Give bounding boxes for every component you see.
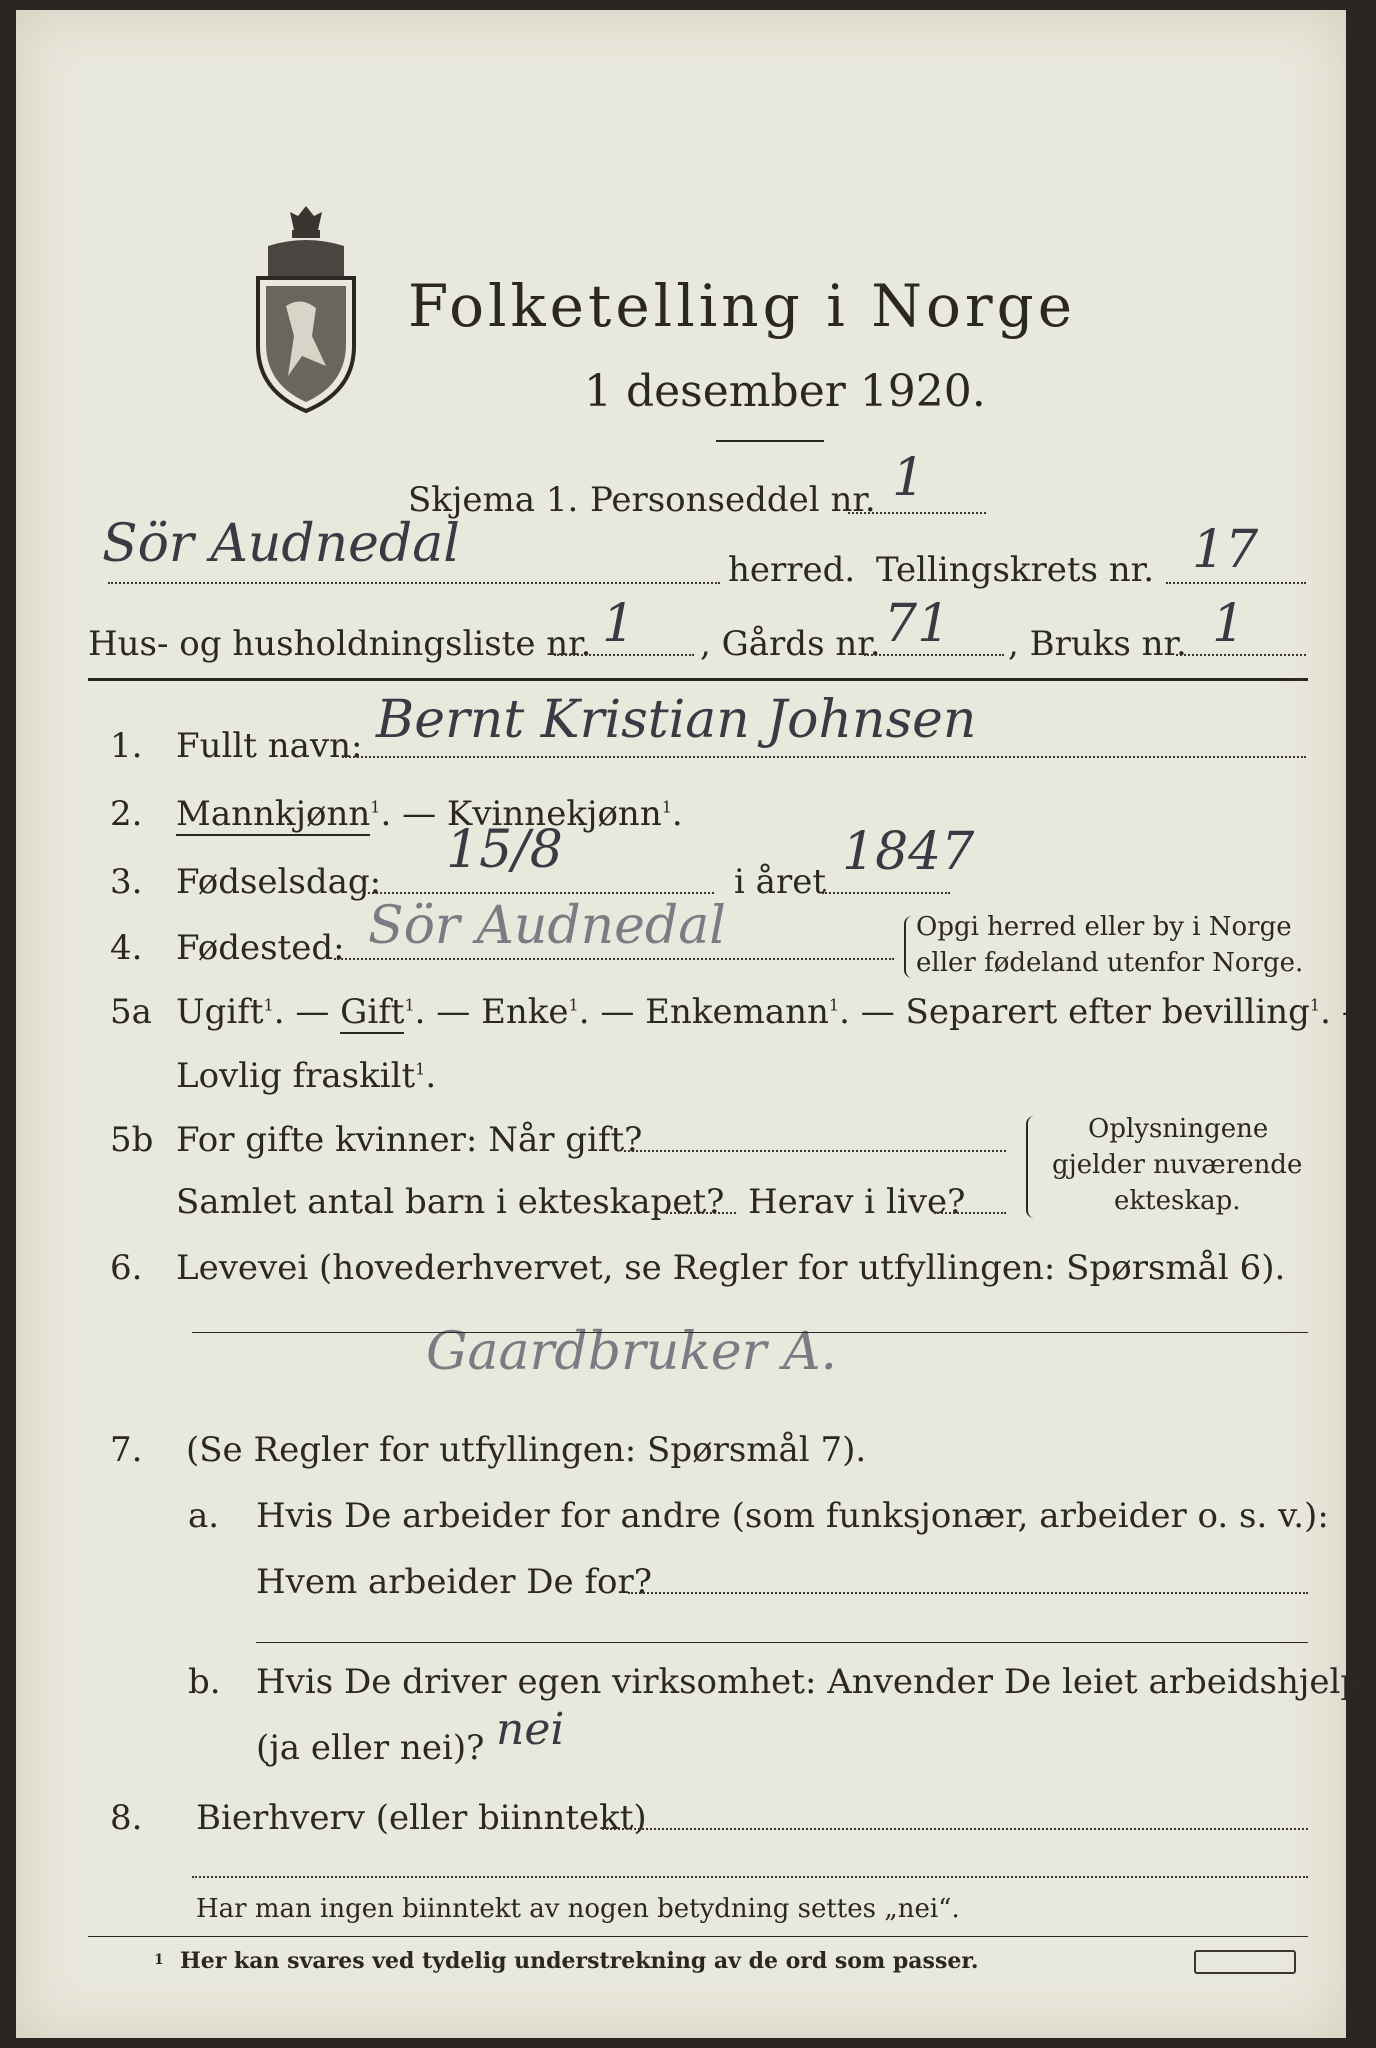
hired-help-value[interactable]: nei xyxy=(496,1704,565,1755)
q7b-question: (ja eller nei)? xyxy=(256,1728,485,1768)
q5b-note-line2: gjelder nuværende xyxy=(1052,1150,1303,1180)
q7a-question: Hvem arbeider De for? xyxy=(256,1562,652,1602)
q3-label: Fødselsdag: xyxy=(176,862,382,902)
q4-note-line1: Opgi herred eller by i Norge xyxy=(916,912,1292,942)
footer-divider xyxy=(88,1936,1308,1937)
q7b-text: Hvis De driver egen virksomhet: Anvender De leiet arbeidshjelp xyxy=(256,1662,1363,1702)
year-label: i året xyxy=(734,862,826,902)
census-date: 1 desember 1920. xyxy=(584,366,986,417)
married-date-field-line xyxy=(624,1150,1006,1152)
alive-field-line xyxy=(934,1212,1006,1214)
personseddel-value[interactable]: 1 xyxy=(892,448,926,508)
q5a-options-line2: Lovlig fraskilt$^1$. xyxy=(176,1056,437,1096)
footnote-ref: 1 xyxy=(568,995,579,1015)
birth-year-value[interactable]: 1847 xyxy=(842,822,975,882)
kvinnekjonn-option[interactable]: Kvinnekjønn xyxy=(446,794,662,834)
footnote-ref: 1 xyxy=(828,995,840,1015)
title-divider xyxy=(716,440,824,442)
herred-value[interactable]: Sör Audnedal xyxy=(102,514,460,574)
tellingskrets-value[interactable]: 17 xyxy=(1192,520,1259,580)
employer-field-line xyxy=(628,1592,1308,1594)
form-title: Folketelling i Norge xyxy=(408,272,1077,340)
footnote-ref: 1 xyxy=(404,995,415,1015)
personseddel-field-line xyxy=(848,512,986,514)
bruks-value[interactable]: 1 xyxy=(1212,594,1246,654)
hus-value[interactable]: 1 xyxy=(602,594,636,654)
q3-number: 3. xyxy=(110,862,143,902)
q7-number: 7. xyxy=(110,1430,143,1470)
side-income-field-line xyxy=(602,1828,1308,1830)
q5b-label-married: For gifte kvinner: Når gift? xyxy=(176,1120,643,1160)
footnote-ref: 1 xyxy=(415,1059,426,1079)
occupation-line xyxy=(192,1332,1308,1333)
q5b-label-alive: Herav i live? xyxy=(748,1182,966,1222)
enkemann-option[interactable]: Enkemann xyxy=(645,992,829,1032)
q5b-label-children: Samlet antal barn i ekteskapet? xyxy=(176,1182,725,1222)
q5b-number: 5b xyxy=(110,1120,154,1160)
printer-stamp xyxy=(1194,1950,1296,1974)
gift-option[interactable]: Gift xyxy=(340,992,405,1032)
q6-label: Levevei (hovederhvervet, se Regler for utfyllingen: Spørsmål 6). xyxy=(176,1248,1286,1288)
q4-brace xyxy=(904,916,914,978)
q1-label: Fullt navn: xyxy=(176,726,363,766)
separert-option[interactable]: Separert efter bevilling xyxy=(905,992,1310,1032)
q2-end: . xyxy=(671,794,683,834)
mannkjonn-option[interactable]: Mannkjønn xyxy=(176,794,371,834)
census-form xyxy=(16,10,1376,2038)
q8-number: 8. xyxy=(110,1798,143,1838)
q8-label: Bierhverv (eller biinntekt) xyxy=(196,1798,647,1838)
footnote-ref: 1 xyxy=(263,995,274,1015)
personseddel-label: Personseddel nr. xyxy=(590,480,876,520)
tellingskrets-field-line xyxy=(1166,582,1306,584)
q7a-letter: a. xyxy=(188,1496,220,1536)
bruks-label: , Bruks nr. xyxy=(1008,624,1187,664)
q5b-brace xyxy=(1026,1116,1038,1218)
occupation-value[interactable]: Gaardbruker A. xyxy=(426,1322,838,1382)
gards-field-line xyxy=(864,654,1004,656)
year-field-line xyxy=(822,892,950,894)
ugift-option[interactable]: Ugift xyxy=(176,992,264,1032)
q7a-text: Hvis De arbeider for andre (som funksjonær, arbeider o. s. v.): xyxy=(256,1496,1329,1536)
footnote-number: 1 xyxy=(154,1952,164,1968)
side-income-line2 xyxy=(192,1876,1308,1878)
footnote-ref: 1 xyxy=(1309,995,1321,1015)
gards-value[interactable]: 71 xyxy=(884,594,951,654)
hus-field-line xyxy=(554,654,694,656)
q5b-note-line3: ekteskap. xyxy=(1114,1186,1241,1216)
bruks-field-line xyxy=(1176,654,1306,656)
q2-separator: . — xyxy=(380,794,447,834)
children-field-line xyxy=(666,1212,736,1214)
no-income-note: Har man ingen biinntekt av nogen betydning settes „nei“. xyxy=(196,1894,960,1924)
enke-option[interactable]: Enke xyxy=(481,992,569,1032)
q7b-letter: b. xyxy=(188,1662,221,1702)
herred-field-line xyxy=(108,582,720,584)
q4-note-line2: eller fødeland utenfor Norge. xyxy=(916,948,1304,978)
skjema-label: Skjema 1. xyxy=(408,480,579,520)
footnote-text: Her kan svares ved tydelig understrekning av de ord som passer. xyxy=(180,1948,979,1974)
q5b-note-line1: Oplysningene xyxy=(1088,1114,1269,1144)
q5a-number: 5a xyxy=(110,992,152,1032)
employer-line2 xyxy=(256,1642,1308,1643)
section-divider xyxy=(88,678,1308,681)
q1-field-line xyxy=(342,756,1306,758)
q2-number: 2. xyxy=(110,794,143,834)
coat-of-arms-icon xyxy=(246,206,366,416)
q4-label: Fødested: xyxy=(176,928,345,968)
footnote-ref: 1 xyxy=(370,797,381,817)
birthday-value[interactable]: 15/8 xyxy=(446,820,563,880)
birthplace-field-line xyxy=(334,958,894,960)
fraskilt-option[interactable]: Lovlig fraskilt xyxy=(176,1056,416,1096)
herred-label: herred. xyxy=(728,550,856,590)
full-name-value[interactable]: Bernt Kristian Johnsen xyxy=(376,690,977,750)
footnote-ref: 1 xyxy=(661,797,672,817)
gards-label: , Gårds nr. xyxy=(700,624,881,664)
q4-number: 4. xyxy=(110,928,143,968)
birthday-field-line xyxy=(368,892,714,894)
q7-label: (Se Regler for utfyllingen: Spørsmål 7). xyxy=(186,1430,867,1470)
q2-options xyxy=(176,794,683,834)
q5a-options: Ugift$^1$. — Gift$^1$. — Enke$^1$. — Enkemann$^1$. — Separert efter bevilling$^1$. — xyxy=(176,992,1376,1032)
tellingskrets-label: Tellingskrets nr. xyxy=(876,550,1155,590)
q6-number: 6. xyxy=(110,1248,143,1288)
birthplace-value[interactable]: Sör Audnedal xyxy=(368,896,726,956)
q1-number: 1. xyxy=(110,726,143,766)
hus-label: Hus- og husholdningsliste nr. xyxy=(88,624,592,664)
